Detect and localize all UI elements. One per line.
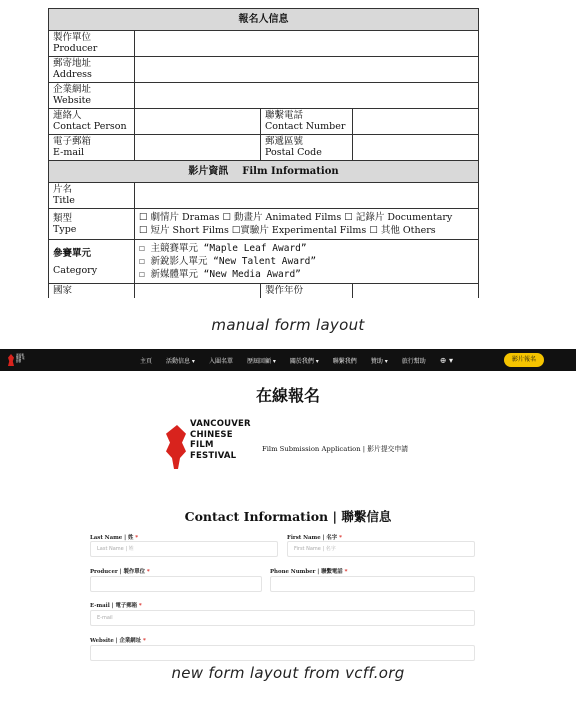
label-year: 製作年份 bbox=[261, 284, 353, 299]
manual-form-table bbox=[48, 8, 479, 298]
first-name-input[interactable]: First Name | 名字 bbox=[287, 541, 475, 557]
nav-item-travel-help[interactable]: 旅行幫助 bbox=[401, 357, 426, 365]
nav-item-events[interactable]: 活動信息 ▾ bbox=[166, 357, 195, 365]
nav-item-shortlist[interactable]: 入圍名單 bbox=[208, 357, 233, 365]
film-submission-button[interactable]: 影片報名 bbox=[504, 353, 544, 367]
last-name-input[interactable]: Last Name | 姓 bbox=[90, 541, 278, 557]
producer-label: Producer | 製作單位 * bbox=[90, 569, 150, 575]
cell-contact-person[interactable] bbox=[135, 109, 261, 135]
nav-item-home[interactable]: 主頁 bbox=[140, 357, 153, 365]
site-logo[interactable] bbox=[8, 353, 24, 367]
nav-item-past-editions[interactable]: 歷屆回顧 ▾ bbox=[246, 357, 276, 365]
cell-contact-number[interactable] bbox=[353, 109, 479, 135]
label-email: 電子郵箱 E-mail bbox=[49, 135, 135, 161]
phone-input[interactable] bbox=[270, 576, 475, 592]
nav-item-sponsor[interactable]: 贊助 ▾ bbox=[370, 357, 388, 365]
label-address: 郵寄地址 Address bbox=[49, 57, 135, 83]
cell-year[interactable] bbox=[353, 284, 479, 299]
section-applicant-info: 報名人信息 bbox=[49, 9, 479, 31]
festival-logo bbox=[166, 417, 256, 473]
manual-form bbox=[48, 8, 478, 298]
maple-leaf-icon bbox=[8, 354, 14, 366]
cell-address[interactable] bbox=[135, 57, 479, 83]
logo-text: 溫哥華 華語 電影節 bbox=[16, 354, 25, 364]
label-contact-number: 聯繫電話 Contact Number bbox=[261, 109, 353, 135]
cell-postal-code[interactable] bbox=[353, 135, 479, 161]
top-navbar bbox=[0, 349, 576, 371]
label-type: 類型 Type bbox=[49, 209, 135, 240]
nav-menu bbox=[140, 349, 467, 371]
caption-manual-form: manual form layout bbox=[211, 316, 365, 334]
label-contact-person: 連絡人 Contact Person bbox=[49, 109, 135, 135]
label-title: 片名 Title bbox=[49, 183, 135, 209]
label-category: 參賽單元 Category bbox=[49, 240, 135, 284]
page-title: 在線報名 bbox=[255, 386, 320, 405]
email-input[interactable]: E-mail bbox=[90, 610, 475, 626]
cell-producer[interactable] bbox=[135, 31, 479, 57]
cell-email[interactable] bbox=[135, 135, 261, 161]
label-country: 國家 bbox=[49, 284, 135, 299]
label-postal-code: 郵遞區號 Postal Code bbox=[261, 135, 353, 161]
nav-item-about[interactable]: 關於我們 ▾ bbox=[289, 357, 319, 365]
section-film-info: 影片資訊 Film Information bbox=[49, 161, 479, 183]
label-website: 企業網址 Website bbox=[49, 83, 135, 109]
type-options[interactable]: ☐ 劇情片 Dramas ☐ 動畫片 Animated Films ☐ 記錄片 Documentary ☐ 短片 Short Films ☐實驗片 Experimental Films ☐ 其他 Others bbox=[135, 209, 479, 240]
producer-input[interactable] bbox=[90, 576, 262, 592]
website-input[interactable] bbox=[90, 645, 475, 661]
cell-country[interactable] bbox=[135, 284, 261, 299]
email-label: E-mail | 電子郵箱 * bbox=[90, 603, 142, 609]
maple-leaf-logo-icon bbox=[166, 425, 186, 469]
application-title: Film Submission Application | 影片提交申請 bbox=[262, 445, 409, 453]
category-options[interactable]: ☐ 主競賽單元 “Maple Leaf Award” ☐ 新銳影人單元 “New Talent Award” ☐ 新媒體單元 “New Media Award” bbox=[135, 240, 479, 284]
contact-info-heading: Contact Information | 聯繫信息 bbox=[184, 509, 392, 524]
nav-item-contact[interactable]: 聯繫我們 bbox=[332, 357, 357, 365]
last-name-label: Last Name | 姓 * bbox=[90, 535, 139, 541]
label-producer: 製作單位 Producer bbox=[49, 31, 135, 57]
cell-title[interactable] bbox=[135, 183, 479, 209]
phone-label: Phone Number | 聯繫電話 * bbox=[270, 569, 348, 575]
first-name-label: First Name | 名字 * bbox=[287, 535, 342, 541]
website-label: Website | 企業網址 * bbox=[90, 638, 146, 644]
globe-icon[interactable]: ⊕ ▾ bbox=[439, 355, 454, 365]
caption-new-form: new form layout from vcff.org bbox=[171, 664, 405, 682]
cell-website[interactable] bbox=[135, 83, 479, 109]
festival-name: VANCOUVER CHINESE FILM FESTIVAL bbox=[190, 419, 251, 461]
website-screenshot bbox=[0, 349, 576, 655]
